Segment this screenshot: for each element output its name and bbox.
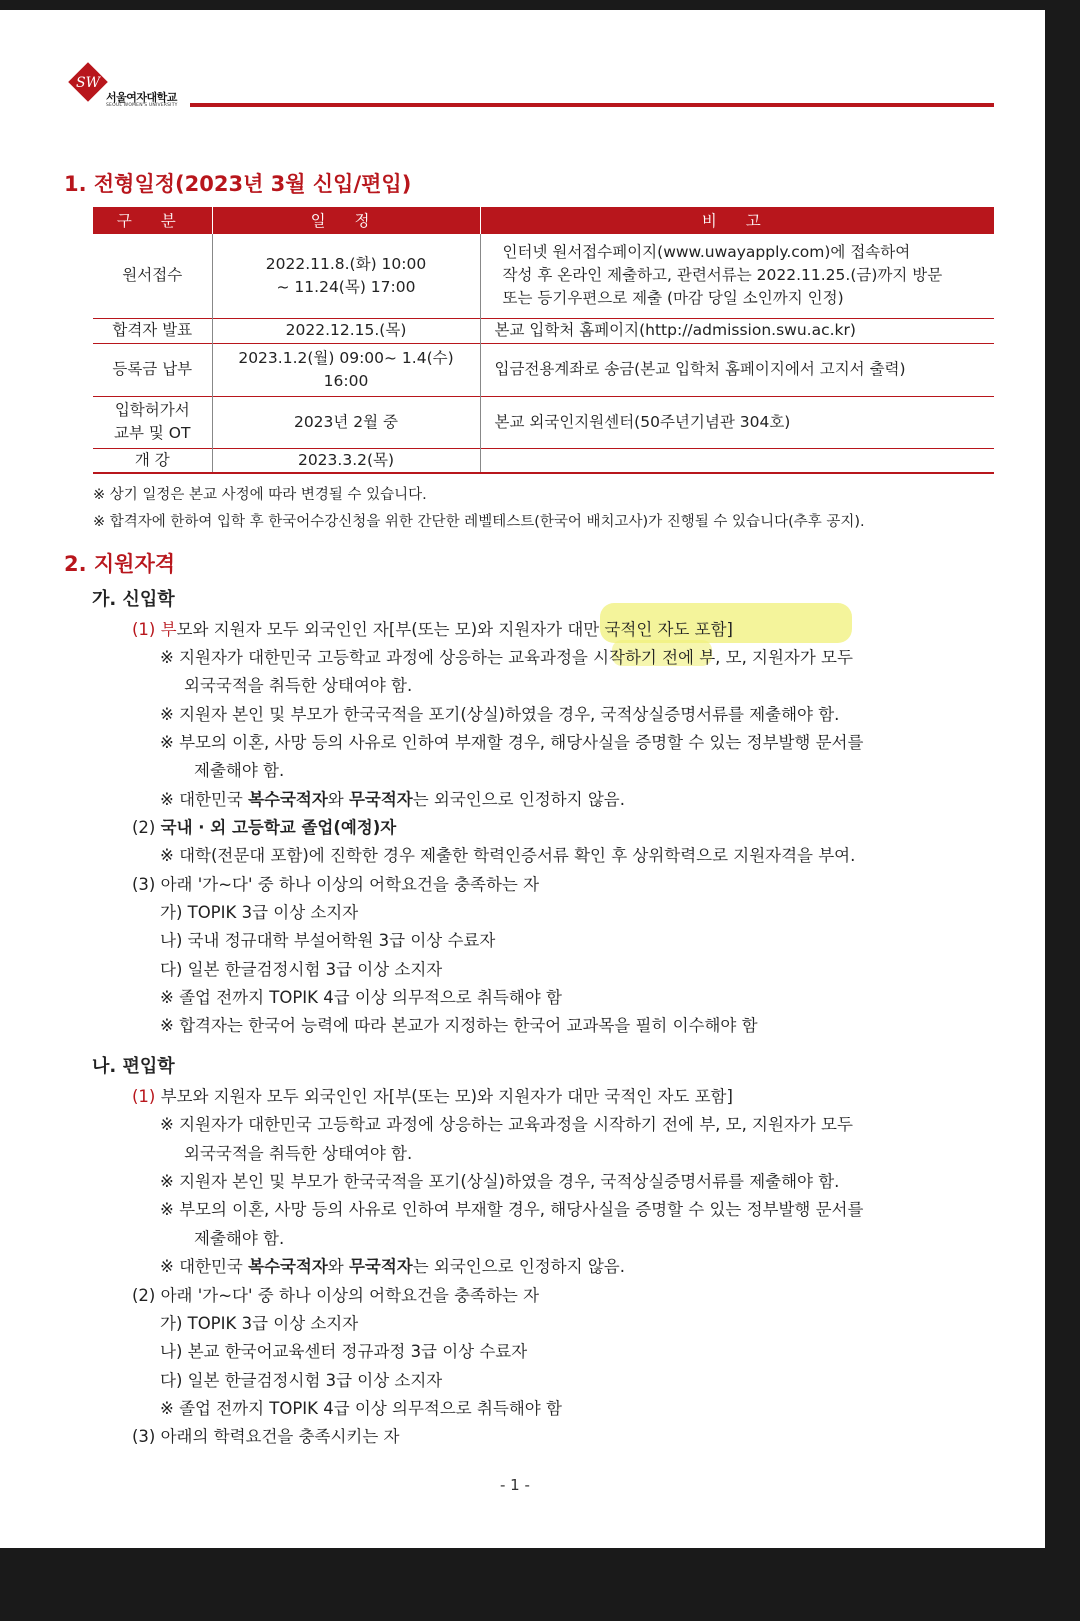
schedule-header-row [93,207,994,233]
page-number: - 1 - [500,1476,530,1494]
row-category: 등록금 납부 [93,343,212,396]
row-category [93,396,212,448]
schedule-row-announcement [93,318,994,343]
item-text: 부모와 지원자 모두 외국인인 자[부(또는 모)와 지원자가 대만 국적인 자도 포함] [160,1087,733,1106]
freshman-note: 제출해야 함. [194,761,285,780]
transfer-language-item: 가) TOPIK 3급 이상 소지자 [160,1314,359,1333]
freshman-item-2 [132,814,396,838]
text-part: 와 [327,790,349,809]
schedule-row-semester-start [93,448,994,473]
freshman-title: 가. 신입학 [92,589,175,610]
text-bold: 무국적자 [348,790,413,809]
section1-title: 1. 전형일정(2023년 3월 신입/편입) [64,172,412,196]
university-logo-icon [64,58,112,106]
header-rule [190,103,994,107]
schedule-row-tuition [93,343,994,396]
category-line: 교부 및 OT [114,424,191,442]
row-schedule: 2022.12.15.(목) [212,318,480,343]
schedule-note: ※ 상기 일정은 본교 사정에 따라 변경될 수 있습니다. [93,487,427,503]
item-text: 모와 지원자 모두 외국인인 자[부(또는 모)와 지원자가 대만 국적인 자도 포함] [176,620,733,639]
item-number: (1) [132,620,161,639]
header-schedule: 일 정 [212,207,480,233]
transfer-note-nationality [160,1253,625,1277]
note-line: 작성 후 온라인 제출하고, 관련서류는 2022.11.25.(금)까지 방문 [502,266,943,284]
row-note [480,448,994,473]
transfer-language-item: 다) 일본 한글검정시험 3급 이상 소지자 [160,1371,443,1390]
schedule-line: 2022.11.8.(화) 10:00 [265,254,427,273]
transfer-language-item: 나) 본교 한국어교육센터 정규과정 3급 이상 수료자 [160,1342,528,1361]
text-bold: 복수국적자 [248,1257,328,1276]
transfer-note: 외국국적을 취득한 상태여야 함. [184,1144,413,1163]
row-schedule [212,343,480,396]
university-name: 서울여자대학교 [106,91,177,104]
logo-mark: SW [76,75,100,91]
freshman-language-item: 나) 국내 정규대학 부설어학원 3급 이상 수료자 [160,931,496,950]
freshman-language-item: ※ 합격자는 한국어 능력에 따라 본교가 지정하는 한국어 교과목을 필히 이수해야 함 [160,1016,758,1035]
item-text: 국내 · 외 고등학교 졸업(예정)자 [160,818,397,837]
transfer-note: 제출해야 함. [194,1229,285,1248]
row-category: 합격자 발표 [93,318,212,343]
freshman-note: ※ 지원자가 대한민국 고등학교 과정에 상응하는 교육과정을 시작하기 전에 부, 모, 지원자가 모두 [160,648,853,667]
text-part: 는 외국인으로 인정하지 않음. [412,790,625,809]
freshman-note: ※ 대학(전문대 포함)에 진학한 경우 제출한 학력인증서류 확인 후 상위학력으로 지원자격을 부여. [160,846,856,865]
row-note: 입금전용계좌로 송금(본교 입학처 홈페이지에서 고지서 출력) [480,343,994,396]
transfer-item-3: (3) 아래의 학력요건을 충족시키는 자 [132,1427,400,1446]
schedule-note: ※ 합격자에 한하여 입학 후 한국어수강신청을 위한 간단한 레벨테스트(한국어 배치고사)가 진행될 수 있습니다(추후 공지). [93,514,865,530]
schedule-row-admission-letter [93,396,994,448]
freshman-note-nationality [160,786,625,810]
note-line: 또는 등기우편으로 제출 (마감 당일 소인까지 인정) [502,289,844,307]
transfer-item-1 [132,1083,733,1107]
freshman-language-item: 가) TOPIK 3급 이상 소지자 [160,903,359,922]
text-bold: 복수국적자 [248,790,328,809]
freshman-language-item: ※ 졸업 전까지 TOPIK 4급 이상 의무적으로 취득해야 함 [160,988,562,1007]
row-note [480,233,994,318]
transfer-item-2: (2) 아래 '가~다' 중 하나 이상의 어학요건을 충족하는 자 [132,1286,540,1305]
row-note: 본교 외국인지원센터(50주년기념관 304호) [480,396,994,448]
row-schedule: 2023.3.2(목) [212,448,480,473]
row-schedule: 2023년 2월 중 [212,396,480,448]
text-part: 는 외국인으로 인정하지 않음. [412,1257,625,1276]
category-line: 입학허가서 [114,401,190,419]
freshman-note: ※ 부모의 이혼, 사망 등의 사유로 인하여 부재할 경우, 해당사실을 증명할 수 있는 정부발행 문서를 [160,733,864,752]
bottom-bar [0,1548,1045,1568]
transfer-note: ※ 지원자 본인 및 부모가 한국국적을 포기(상실)하였을 경우, 국적상실증명서류를 제출해야 함. [160,1172,840,1191]
text-part: ※ 대한민국 [160,1257,249,1276]
row-note: 본교 입학처 홈페이지(http://admission.swu.ac.kr) [480,318,994,343]
row-category: 원서접수 [93,233,212,318]
schedule-table [93,207,994,474]
freshman-language-item: 다) 일본 한글검정시험 3급 이상 소지자 [160,960,443,979]
transfer-note: ※ 부모의 이혼, 사망 등의 사유로 인하여 부재할 경우, 해당사실을 증명할 수 있는 정부발행 문서를 [160,1200,864,1219]
transfer-title: 나. 편입학 [92,1056,175,1077]
row-category: 개 강 [93,448,212,473]
text-part: 와 [327,1257,349,1276]
transfer-note: ※ 지원자가 대한민국 고등학교 과정에 상응하는 교육과정을 시작하기 전에 부, 모, 지원자가 모두 [160,1115,853,1134]
item-number: (2) [132,818,161,837]
item-text-red: 부 [160,620,177,639]
transfer-language-item: ※ 졸업 전까지 TOPIK 4급 이상 의무적으로 취득해야 함 [160,1399,562,1418]
university-name-en: SEOUL WOMEN'S UNIVERSITY [106,103,178,108]
freshman-note: 외국국적을 취득한 상태여야 함. [184,676,413,695]
schedule-line: 2023.1.2(월) 09:00~ 1.4(수) [238,348,454,367]
freshman-note: ※ 지원자 본인 및 부모가 한국국적을 포기(상실)하였을 경우, 국적상실증명서류를 제출해야 함. [160,705,840,724]
row-schedule [212,233,480,318]
section2-title: 2. 지원자격 [64,552,176,576]
schedule-row-application [93,233,994,318]
note-line: 인터넷 원서접수페이지(www.uwayapply.com)에 접속하여 [502,243,911,261]
item-number: (1) [132,1087,161,1106]
text-bold: 무국적자 [348,1257,413,1276]
text-part: ※ 대한민국 [160,790,249,809]
header-note: 비 고 [480,207,994,233]
freshman-item-3: (3) 아래 '가~다' 중 하나 이상의 어학요건을 충족하는 자 [132,875,540,894]
schedule-line: 16:00 [323,371,369,390]
freshman-item-1 [132,616,733,640]
top-bar [0,0,1045,10]
schedule-line: ~ 11.24(목) 17:00 [276,277,416,296]
header-category: 구 분 [93,207,212,233]
